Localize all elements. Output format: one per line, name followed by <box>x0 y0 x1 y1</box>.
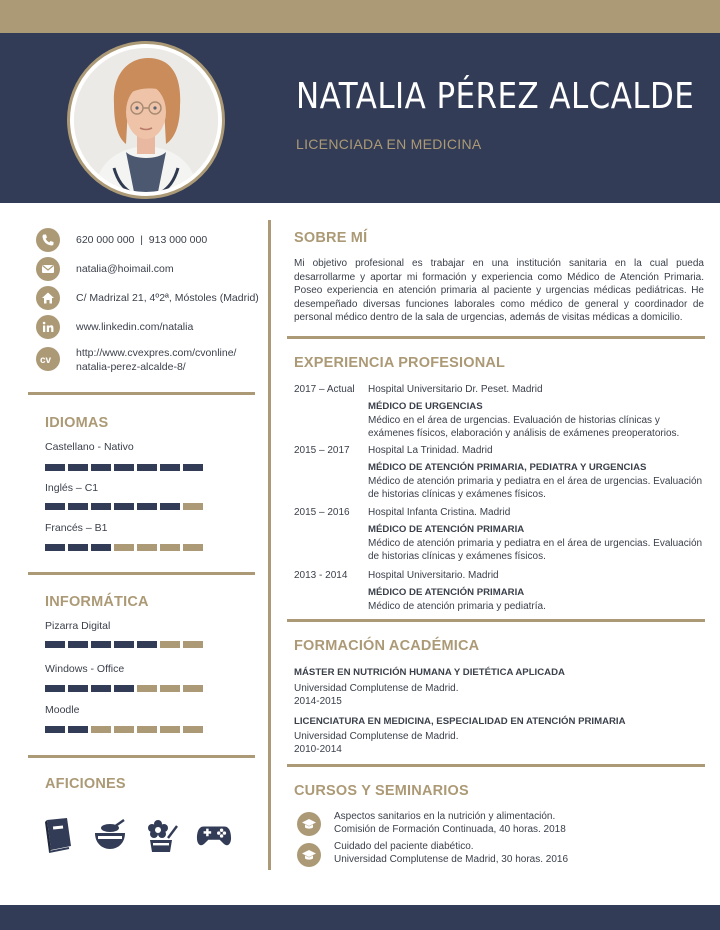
phone-text: 620 000 000 | 913 000 000 <box>76 234 208 246</box>
level-segment-filled <box>137 464 157 471</box>
cooking-bowl-icon <box>92 815 128 855</box>
computing-label: Pizarra Digital <box>45 620 111 632</box>
contact-phone <box>36 228 207 252</box>
svg-text:cv: cv <box>40 355 52 366</box>
level-segment-filled <box>45 464 65 471</box>
level-segment-filled <box>91 464 111 471</box>
level-segment-filled <box>68 685 88 692</box>
job-role: MÉDICO DE ATENCIÓN PRIMARIA, PEDIATRA Y URGENCIAS <box>368 462 647 473</box>
email-link[interactable]: natalia@hoimail.com <box>76 263 174 275</box>
contact-email <box>36 257 174 281</box>
level-segment-filled <box>45 503 65 510</box>
course-title: Cuidado del paciente diabético. <box>334 841 474 852</box>
level-segment-empty <box>114 726 134 733</box>
section-divider <box>28 755 255 758</box>
website-line-1: http://www.cvexpres.com/cvonline/ <box>76 347 237 359</box>
course-details: Universidad Complutense de Madrid, 30 horas. 2016 <box>334 854 569 865</box>
computing-label: Moodle <box>45 704 80 716</box>
language-label: Inglés – C1 <box>45 482 99 494</box>
course-item <box>334 840 568 866</box>
level-segment-filled <box>68 544 88 551</box>
level-segment-empty <box>160 726 180 733</box>
level-segment-filled <box>45 726 65 733</box>
level-segment-filled <box>45 641 65 648</box>
level-segment-filled <box>68 503 88 510</box>
job-dates: 2015 – 2017 <box>294 445 350 456</box>
level-segment-filled <box>68 641 88 648</box>
language-level-bars <box>45 544 203 551</box>
level-segment-empty <box>183 685 203 692</box>
website-link[interactable] <box>76 346 236 374</box>
computing-label: Windows - Office <box>45 663 125 675</box>
section-divider <box>28 392 255 395</box>
courses-heading: CURSOS Y SEMINARIOS <box>294 783 469 799</box>
level-segment-empty <box>137 544 157 551</box>
level-segment-filled <box>91 544 111 551</box>
top-accent-band <box>0 0 720 33</box>
level-segment-empty <box>160 544 180 551</box>
job-dates: 2013 - 2014 <box>294 570 348 581</box>
section-divider <box>28 572 255 575</box>
experience-heading: EXPERIENCIA PROFESIONAL <box>294 355 506 371</box>
job-description: Médico de atención primaria y pediatra en el área de urgencias. Evaluación de historias clínicas y exámenes físicos. <box>368 476 703 500</box>
level-segment-filled <box>183 464 203 471</box>
level-segment-filled <box>137 503 157 510</box>
candidate-title: LICENCIADA EN MEDICINA <box>296 136 482 152</box>
level-segment-empty <box>160 641 180 648</box>
languages-heading: IDIOMAS <box>45 415 109 431</box>
job-role: MÉDICO DE ATENCIÓN PRIMARIA <box>368 524 525 535</box>
level-segment-filled <box>114 503 134 510</box>
level-segment-empty <box>183 544 203 551</box>
level-segment-filled <box>91 685 111 692</box>
job-role: MÉDICO DE ATENCIÓN PRIMARIA <box>368 587 525 598</box>
hobbies-list <box>40 815 232 855</box>
level-segment-empty <box>91 726 111 733</box>
level-segment-empty <box>183 503 203 510</box>
level-segment-filled <box>114 685 134 692</box>
level-segment-filled <box>45 544 65 551</box>
computing-level-bars <box>45 641 203 648</box>
cv-logo-icon <box>36 347 60 371</box>
degree-school: Universidad Complutense de Madrid. <box>294 731 459 742</box>
course-title: Aspectos sanitarios en la nutrición y alimentación. <box>334 811 556 822</box>
job-description: Médico de atención primaria y pediatría. <box>368 601 546 612</box>
graduation-cap-icon <box>297 843 321 867</box>
language-level-bars <box>45 464 203 471</box>
degree-school: Universidad Complutense de Madrid. <box>294 683 459 694</box>
level-segment-filled <box>91 641 111 648</box>
degree-years: 2010-2014 <box>294 744 342 755</box>
about-heading: SOBRE MÍ <box>294 230 368 246</box>
level-segment-filled <box>160 503 180 510</box>
level-segment-filled <box>68 464 88 471</box>
hobbies-heading: AFICIONES <box>45 776 126 792</box>
level-segment-filled <box>137 641 157 648</box>
linkedin-link[interactable]: www.linkedin.com/natalia <box>76 321 194 333</box>
contact-website <box>36 346 236 374</box>
level-segment-filled <box>91 503 111 510</box>
language-level-bars <box>45 503 203 510</box>
graduation-cap-icon <box>297 812 321 836</box>
job-dates: 2017 – Actual <box>294 384 355 395</box>
level-segment-empty <box>137 685 157 692</box>
level-segment-filled <box>114 641 134 648</box>
education-heading: FORMACIÓN ACADÉMICA <box>294 638 480 654</box>
computing-level-bars <box>45 726 203 733</box>
level-segment-filled <box>114 464 134 471</box>
address-text: C/ Madrizal 21, 4º2ª, Móstoles (Madrid) <box>76 292 259 304</box>
level-segment-filled <box>45 685 65 692</box>
job-dates: 2015 – 2016 <box>294 507 350 518</box>
course-item <box>334 810 566 836</box>
computing-level-bars <box>45 685 203 692</box>
course-details: Comisión de Formación Continuada, 40 horas. 2018 <box>334 824 566 835</box>
level-segment-empty <box>114 544 134 551</box>
website-line-2: natalia-perez-alcalde-8/ <box>76 361 186 373</box>
job-employer: Hospital Infanta Cristina. Madrid <box>368 507 511 518</box>
section-divider <box>287 336 705 339</box>
level-segment-empty <box>183 641 203 648</box>
job-description: Médico de atención primaria y pediatra en el área de urgencias. Evaluación de historias clínicas y exámenes físicos. <box>368 538 703 562</box>
home-icon <box>36 286 60 310</box>
candidate-name: NATALIA PÉREZ ALCALDE <box>296 76 695 117</box>
section-divider <box>287 619 705 622</box>
gamepad-icon <box>196 815 232 855</box>
book-icon <box>40 815 76 855</box>
computing-heading: INFORMÁTICA <box>45 594 149 610</box>
level-segment-empty <box>183 726 203 733</box>
envelope-icon <box>36 257 60 281</box>
job-employer: Hospital Universitario. Madrid <box>368 570 499 581</box>
column-divider <box>268 220 271 870</box>
degree-title: LICENCIATURA EN MEDICINA, ESPECIALIDAD EN ATENCIÓN PRIMARIA <box>294 716 626 727</box>
contact-linkedin <box>36 315 193 339</box>
job-role: MÉDICO DE URGENCIAS <box>368 401 483 412</box>
level-segment-empty <box>137 726 157 733</box>
language-label: Castellano - Nativo <box>45 441 134 453</box>
gardening-icon <box>144 815 180 855</box>
level-segment-filled <box>160 464 180 471</box>
level-segment-filled <box>68 726 88 733</box>
section-divider <box>287 764 705 767</box>
degree-years: 2014-2015 <box>294 696 342 707</box>
profile-photo <box>74 48 218 192</box>
job-description: Médico en el área de urgencias. Evaluación de historias clínicas y exámenes físicos, elaboración y análisis de exámenes preoperatorios. <box>368 415 680 439</box>
about-text: Mi objetivo profesional es trabajar en una institución sanitaria en la cual pueda desarrollarme y aportar mi formación y experiencia como Médico de Atención Primaria. Poseo experiencia en atención primaria al paciente y urgencias médicas pediátricas. He desempeñado diversas funciones laborales como médico de general y coordinador de personal médico dentro de la sala de urgencias, además de visitas médicas a domicilio. <box>294 258 704 324</box>
job-employer: Hospital La Trinidad. Madrid <box>368 445 493 456</box>
degree-title: MÁSTER EN NUTRICIÓN HUMANA Y DIETÉTICA APLICADA <box>294 667 565 678</box>
job-employer: Hospital Universitario Dr. Peset. Madrid <box>368 384 543 395</box>
phone-icon <box>36 228 60 252</box>
linkedin-icon <box>36 315 60 339</box>
language-label: Francés – B1 <box>45 522 108 534</box>
footer-band <box>0 905 720 930</box>
contact-address <box>36 286 259 310</box>
level-segment-empty <box>160 685 180 692</box>
